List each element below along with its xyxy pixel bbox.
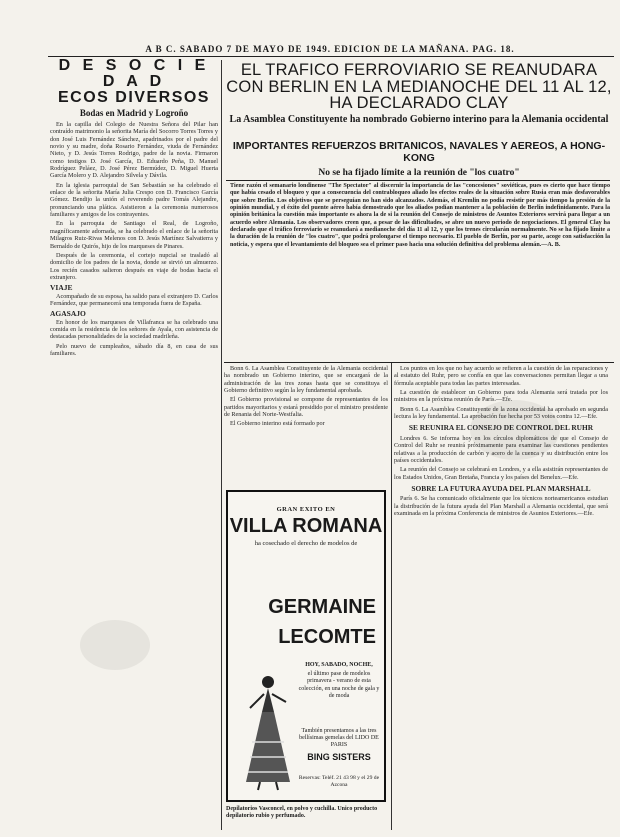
article-paragraph: Acompañado de su esposa, ha salido para el extranjero D. Carlos Fernández, que permanecerá una temporada fuera de España. [50,292,218,307]
article-paragraph: Después de la ceremonia, el cortejo nupcial se trasladó al domicilio de los padres de la novia, donde se sirvió un almuerzo. Los recién casados salieron después en viaje de bodas hacia el extranjero. [50,251,218,281]
ad-venue: VILLA ROMANA [229,515,383,537]
article-paragraph: Londres 6. Se informa hoy en los círculos diplomáticos de que el Consejo de Control del Ruhr se reunirá próximamente para examinar las cuestiones pendientes relativas a la producción de carbón y acero de la cuenca y su distribución entre los países occidentales. [394,434,608,464]
dancer-illustration [238,672,296,792]
agasajo-head: AGASAJO [50,309,86,319]
ruhr-head: SE REUNIRA EL CONSEJO DE CONTROL DEL RUHR [408,423,594,433]
article-paragraph: Pelo nuevo de cumpleaños, sábado día 8, en casa de sus familiares. [50,342,218,357]
article-paragraph: La reunión del Consejo se celebrará en Londres, y a ella asistirán representantes de los Estados Unidos, Gran Bretaña, Francia y los países del Benelux.—Efe. [394,466,608,481]
ad-hoy-text: el último pase de modelos primavera - verano de esta colección, en una noche de gala y de moda [298,671,380,700]
deck-assembly: La Asamblea Constituyente ha nombrado Gobierno interino para la Alemania occidental [229,114,609,125]
column-divider [391,362,392,830]
article-paragraph: Los puntos en los que no hay acuerdo se refieren a la cuestión de las reparaciones y al estatuto del Ruhr, pero se confía en que las conversaciones permitan llegar a una fórmula aceptable para todas las partes interesadas. [394,365,608,387]
middle-column [224,365,388,430]
ad-reservas: Reservas: Teléf. 21 43 98 y el 29 de Azcona [298,775,380,788]
article-paragraph: En la parroquia de Santiago el Real, de Logroño, magníficamente adornada, se ha celebrado el enlace de la señorita Milagros Ruiz-Rivas Melenos con D. Jesús Martínez Salvatierra y Bernaldo de Quirós, hijo de los marqueses de Pinares. [50,220,218,250]
deck-rule [226,180,610,181]
lead-article: Tiene razón el semanario londinense "The Spectator" al discernir la importancia de las "concesiones" soviéticas, pues es cierto que hace tiempo que había cesado el bloqueo y que a consecuencia del contrabloqueo aliado los efectos reales de la situación sobre Rusia eran más desfavorables que sobre Berlín. Los objetivos que se perseguían no han sido alcanzados. Además, el Kremlin no podía resistir por más tiempo la presión de la opinión mundial, y el éxito del puente aéreo había demostrado que los aliados podían mantener a la población de Berlín indefinidamente. Para la opinión británica la cuestión más importante es ahora la de si la reunión del Consejo de ministros de Asuntos Exteriores servirá para llegar a un acuerdo sobre Alemania. Los observadores creen que, a pesar de las dificultades, se abre un nuevo periodo de negociaciones. El general Clay ha declarado que el tráfico ferroviario se reanudará a medianoche del día 11 al 12, y que los trenes circularán normalmente. No se ha fijado límite a la duración de la reunión de "los cuatro", que podrá prolongarse el tiempo necesario. El pueblo de Berlín, por su parte, acoge con satisfacción la noticia, y espera que el levantamiento del bloqueo sea el primer paso hacia una solución definitiva del problema alemán.—A. B. [230,183,610,248]
villa-romana-ad [226,490,386,802]
article-paragraph: El Gobierno provisional se compone de representantes de los partidos mayoritarios y estará presidido por el ministro presidente de Renania del Norte-Westfalia. [224,396,388,419]
article-paragraph: En la capilla del Colegio de Nuestra Señora del Pilar han contraído matrimonio la señorita María del Socorro Torres Torres y don José Luis Fernández Sánchez, apadrinados por el padre del novio y su madre, doña Rosario Fernández, viuda de Fernández Nieto, y D. Jesús Torres Rodrigo, padre de la novia. Firmaron como testigos D. José García, D. Eduardo Peña, D. Manuel Rodríguez Peláez, D. José Pérez Bermúdez, D. Miguel Huerta García Molero y D. Alejandro Silvela y Dávila. [50,121,218,180]
article-paragraph: Bonn 6. La Asamblea Constituyente de la zona occidental ha aprobado en segunda lectura la ley fundamental. La aprobación fue hecha por 53 votos contra 12.—Efe. [394,405,608,421]
article-paragraph: París 6. Se ha comunicado oficialmente que los técnicos norteamericanos estudian la distribución de la futura ayuda del Plan Marshall a Alemania occidental, que será examinada en la próxima Conferencia de ministros de Asuntos Exteriores.—Efe. [394,495,608,518]
society-body [50,121,218,357]
right-column [394,365,608,520]
ad-also-text: También presentamos a las tres bellísimas gemelas del LIDO DE PARIS [299,728,379,749]
running-head: A B C. SABADO 7 DE MAYO DE 1949. EDICION DE LA MAÑANA. PAG. 18. [145,44,515,54]
article-paragraph: La cuestión de establecer un Gobierno para toda Alemania será tratada por los ministros en la próxima reunión de París.—Efe. [394,389,608,404]
deck-hongkong: IMPORTANTES REFUERZOS BRITANICOS, NAVALES Y AEREOS, A HONG-KONG [232,140,606,164]
deck-four: No se ha fijado límite a la reunión de "los cuatro" [318,168,520,178]
society-column [50,58,218,359]
lead-rule [224,362,614,363]
ad-hoy-head: HOY, SABADO, NOCHE, [305,662,373,668]
ad-note: ha cosechado el derecho de modelos de [254,540,358,547]
ad-bing-sisters: BING SISTERS [307,752,371,762]
marshall-head: SOBRE LA FUTURA AYUDA DEL PLAN MARSHALL [411,483,591,493]
section-subtitle: ECOS DIVERSOS [58,89,210,106]
article-paragraph: En la iglesia parroquial de San Sebastián se ha celebrado el enlace de la señorita María Julia Crespo con D. Francisco García Gómez. Bendijo la unión el reverendo padre Tomás Alejandre, pronunciando una plática. Asistieron a la ceremonia numerosos familiares y amigos de los contrayentes. [50,181,218,219]
article-paragraph: El Gobierno interino está formado por [230,420,325,428]
weddings-head: Bodas en Madrid y Logroño [79,108,189,118]
paper-stain [80,620,150,670]
main-headline: EL TRAFICO FERROVIARIO SE REANUDARA CON BERLIN EN LA MEDIANOCHE DEL 11 AL 12, HA DECLARADO CLAY [226,61,612,112]
column-divider [221,60,222,830]
ad-caption: Depilatorios Vasconcel, en polvo y cuchilla. Unico producto depilatorio rubio y perfumado. [226,806,378,819]
ad-badge: GRAN EXITO EN [276,506,336,513]
article-paragraph: En honor de los marqueses de Villafranca se ha celebrado una comida en la residencia de los señores de Ayala, con asistencia de destacadas personalidades de la sociedad madrileña. [50,318,218,341]
article-paragraph: Bonn 6. La Asamblea Constituyente de la Alemania occidental ha nombrado un Gobierno interino, que se encargará de la administración de las tres zonas hasta que se constituya el Gobierno definitivo según la ley fundamental aprobada. [224,365,388,395]
ad-star-lastname: LECOMTE [278,626,376,648]
section-title: D E S O C I E D A D [58,57,210,90]
ad-star-firstname: GERMAINE [268,596,376,618]
viaje-head: VIAJE [50,283,73,293]
